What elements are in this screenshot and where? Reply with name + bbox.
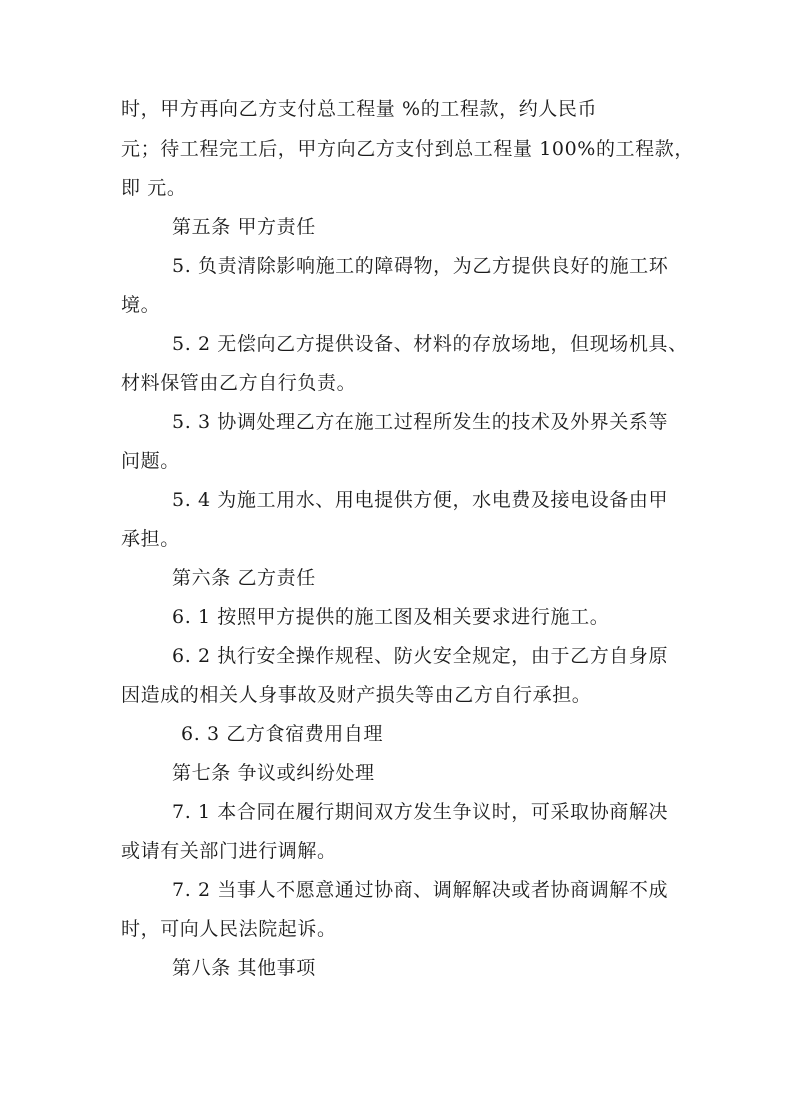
text-line: 5. 负责清除影响施工的障碍物，为乙方提供良好的施工环 — [172, 255, 669, 277]
section-heading-8: 第八条 其他事项 — [172, 957, 316, 979]
section-heading-5: 第五条 甲方责任 — [172, 216, 316, 238]
text-line: 材料保管由乙方自行负责。 — [121, 372, 357, 394]
section-heading-6: 第六条 乙方责任 — [172, 567, 316, 589]
text-line: 因造成的相关人身事故及财产损失等由乙方自行承担。 — [121, 684, 592, 706]
text-line: 6. 2 执行安全操作规程、防火安全规定，由于乙方自身原 — [172, 645, 669, 667]
text-line: 问题。 — [121, 450, 180, 472]
text-line: 7. 1 本合同在履行期间双方发生争议时，可采取协商解决 — [172, 801, 669, 823]
text-line: 7. 2 当事人不愿意通过协商、调解解决或者协商调解不成 — [172, 879, 669, 901]
text-line: 时，可向人民法院起诉。 — [121, 918, 337, 940]
text-line: 6. 1 按照甲方提供的施工图及相关要求进行施工。 — [172, 606, 610, 628]
text-line: 元；待工程完工后，甲方向乙方支付到总工程量 100%的工程款， — [121, 138, 694, 160]
text-line: 5. 4 为施工用水、用电提供方便，水电费及接电设备由甲 — [172, 489, 669, 511]
text-line: 6. 3 乙方食宿费用自理 — [181, 723, 384, 745]
text-line: 时，甲方再向乙方支付总工程量 %的工程款，约人民币 — [121, 98, 598, 120]
text-line: 或请有关部门进行调解。 — [121, 840, 337, 862]
section-heading-7: 第七条 争议或纠纷处理 — [172, 762, 375, 784]
text-line: 5. 2 无偿向乙方提供设备、材料的存放场地，但现场机具、 — [172, 333, 688, 355]
text-line: 承担。 — [121, 528, 180, 550]
text-line: 5. 3 协调处理乙方在施工过程所发生的技术及外界关系等 — [172, 411, 669, 433]
text-line: 即 元。 — [121, 177, 187, 199]
text-line: 境。 — [121, 294, 161, 316]
